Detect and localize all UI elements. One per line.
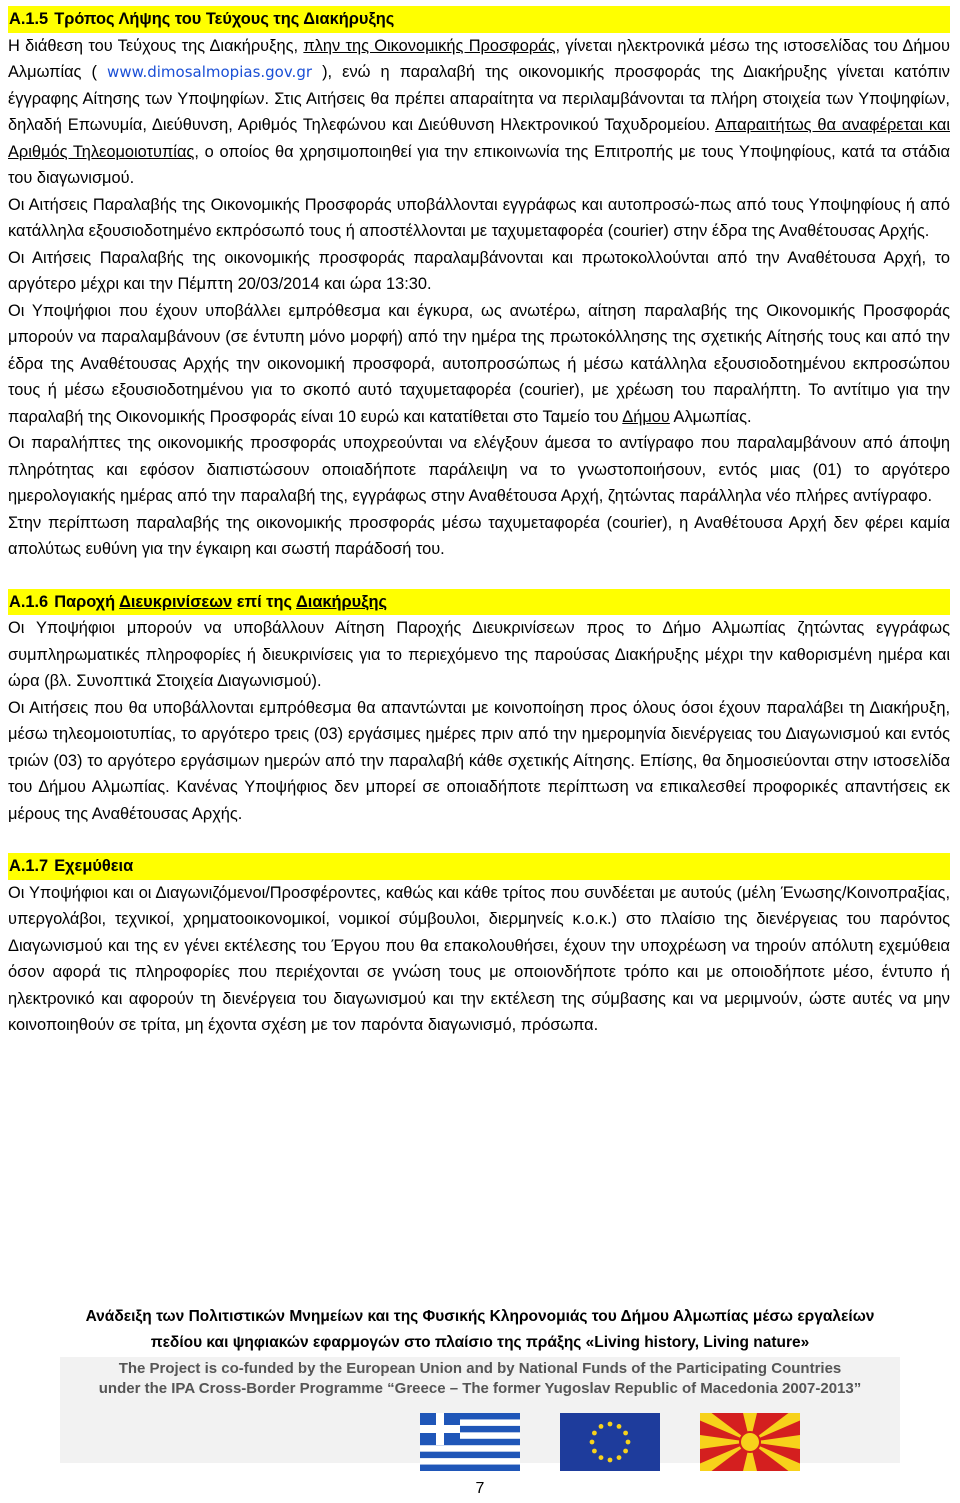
- eu-flag-icon: [560, 1413, 660, 1471]
- paragraph: Οι Αιτήσεις που θα υποβάλλονται εμπρόθεσμα θα απαντώνται με κοινοποίηση προς όλους όσοι έχουν παραλάβει τη Διακήρυξη, μέσω τηλεομοιοτυπίας, το αργότερο τρεις (03) εργάσιμες ημέρες πριν από την ημερομηνία διενέργειας του Διαγωνισμού και εντός τριών (03) το αργότερο εργάσιμων ημερών από την παραλαβή κάθε σχετικής Αίτησης. Επίσης, θα δημοσιεύονται στην ιστοσελίδα του Δήμου Αλμωπίας. Κανένας Υποψήφιος δεν μπορεί σε οποιαδήποτε περίπτωση να επικαλεσθεί προφορικές απαντήσεις εκ μέρους της Αναθέτουσας Αρχής.: [8, 698, 950, 823]
- paragraph: Οι παραλήπτες της οικονομικής προσφοράς υποχρεούνται να ελέγξουν άμεσα το αντίγραφο που παραλαμβάνουν από άποψη πληρότητας και εφόσον διαπιστώσουν οποιαδήποτε παράλειψη να το γνωστοποιήσουν, εντός μιας (01) το αργότερο ημερολογιακής ημέρας από την παραλαβή της, εγγράφως στην Αναθέτουσα Αρχή, ζητώντας παράλληλα νέο πλήρες αντίγραφο.: [8, 434, 950, 505]
- section-title-a17: A.1.7 Εχεμύθεια: [8, 853, 950, 880]
- funding-text: The Project is co-funded by the European Union and by National Funds of the Participating Countries under the IPA Cross-Border Programme “Greece – The former Yugoslav Republic of Macedonia 2007-2013”: [98, 1360, 862, 1397]
- page-number: 7: [475, 1480, 485, 1497]
- footer-project-title: Ανάδειξη των Πολιτιστικών Μνημείων και της Φυσικής Κληρονομιάς του Δήμου Αλμωπίας μέσω εργαλείων πεδίου και ψηφιακών εφαρμογών στο πλαίσιο της πράξης «Living history, Living nature»: [85, 1308, 875, 1351]
- paragraph: Οι Υποψήφιοι και οι Διαγωνιζόμενοι/Προσφέροντες, καθώς και κάθε τρίτος που συνδέεται με αυτούς (μέλη Ένωσης/Κοινοπραξίας, υπεργολάβοι, τεχνικοί, χρηματοοικονομικοί, νομικοί σύμβουλοι, διερμηνείς κ.ο.κ.) στο πλαίσιο της διενέργειας του παρόντος Διαγωνισμού και της εν γένει εκτέλεσης του Έργου που θα επακολουθήσει, έχουν την υποχρέωση να τηρούν απόλυτη εχεμύθεια όσον αφορά τις πληροφορίες που περιέχονται σε γνώση τους με οποιονδήποτε τρόπο και με οποιοδήποτε μέσο, έντυπο ή ηλεκτρονικό και αφορούν τη διενέργεια του διαγωνισμού και την εκτέλεση της σύμβασης και να μεριμνούν, ώστε αυτές να μην κοινοποιηθούν σε τρίτα, μη έχοντα σχέση με τον παρόντα διαγωνισμό, πρόσωπα.: [8, 883, 950, 1034]
- section-title-a16: A.1.6 Παροχή Διευκρινίσεων επί της Διακήρυξης: [8, 589, 950, 616]
- paragraph: Οι Αιτήσεις Παραλαβής της Οικονομικής Προσφοράς υποβάλλονται εγγράφως και αυτοπροσώ-πως από τους Υποψηφίους ή από κατάλληλα εξουσιοδοτημένο εκπρόσωπό τους ή αποστέλλονται με ταχυμεταφορέα (courier) στην έδρα της Αναθέτουσας Αρχής.: [8, 195, 950, 240]
- greece-flag-icon: [420, 1413, 520, 1471]
- paragraph: Οι Αιτήσεις Παραλαβής της οικονομικής προσφοράς παραλαμβάνονται και πρωτοκολλούνται από την Αναθέτουσα Αρχή, το αργότερο μέχρι και την Πέμπτη 20/03/2014 και ώρα 13:30.: [8, 248, 950, 293]
- paragraph: Οι Υποψήφιοι μπορούν να υποβάλλουν Αίτηση Παροχής Διευκρινίσεων προς το Δήμο Αλμωπίας ζητώντας εγγράφως συμπληρωματικές πληροφορίες ή διευκρινίσεις για το περιεχόμενο της παρούσας Διακήρυξης μέχρι την καθορισμένη ημέρα και ώρα (βλ. Συνοπτικά Στοιχεία Διαγωνισμού).: [8, 619, 950, 690]
- document-body: [8, 6, 950, 1039]
- website-link[interactable]: www.dimosalmopias.gov.gr: [107, 63, 313, 81]
- paragraph: Η διάθεση του Τεύχους της Διακήρυξης, πλην της Οικονομικής Προσφοράς, γίνεται ηλεκτρονικά μέσω της ιστοσελίδας του Δήμου Αλμωπίας ( www.dimosalmopias.gov.gr ), ενώ η παραλαβή της οικονομικής προσφοράς της Διακήρυξης γίνεται κατόπιν έγγραφης Αίτησης των Υποψηφίων. Στις Αιτήσεις θα πρέπει απαραίτητα να περιλαμβάνονται τα πλήρη στοιχεία των Υποψηφίων, δηλαδή Επωνυμία, Διεύθυνση, Αριθμός Τηλεφώνου και Διεύθυνση Ηλεκτρονικού Ταχυδρομείου. Απαραιτήτως θα αναφέρεται και Αριθμός Τηλεομοιοτυπίας, ο οποίος θα χρησιμοποιηθεί για την επικοινωνία της Επιτροπής με τους Υποψηφίους, κατά τα στάδια του διαγωνισμού.: [8, 36, 950, 187]
- north-macedonia-flag-icon: [700, 1413, 800, 1471]
- funding-banner: [60, 1357, 900, 1463]
- section-title-a15: A.1.5 Τρόπος Λήψης του Τεύχους της Διακήρυξης: [8, 6, 950, 33]
- paragraph: Οι Υποψήφιοι που έχουν υποβάλλει εμπρόθεσμα και έγκυρα, ως ανωτέρω, αίτηση παραλαβής της Οικονομικής Προσφοράς μπορούν να παραλαμβάνουν (σε έντυπη μόνο μορφή) από την ημέρα της πρωτοκόλλησης της σχετικής Αίτησής τους και από την έδρα της Αναθέτουσας Αρχής την οικονομική προσφορά, αυτοπροσώπως ή μέσω κατάλληλα εξουσιοδοτημένου εκπροσώπου τους ή μέσω εξουσιοδοτημένου για το σκοπό αυτό ταχυμεταφορέα (courier), με χρέωση του παραλήπτη. Το αντίτιμο για την παραλαβή της Οικονομικής Προσφοράς είναι 10 ευρώ και κατατίθεται στο Ταμείο του Δήμου Αλμωπίας.: [8, 301, 950, 426]
- paragraph: Στην περίπτωση παραλαβής της οικονομικής προσφοράς μέσω ταχυμεταφορέα (courier), η Αναθέτουσα Αρχή δεν φέρει καμία απολύτως ευθύνη για την έγκαιρη και σωστή παράδοσή του.: [8, 513, 950, 558]
